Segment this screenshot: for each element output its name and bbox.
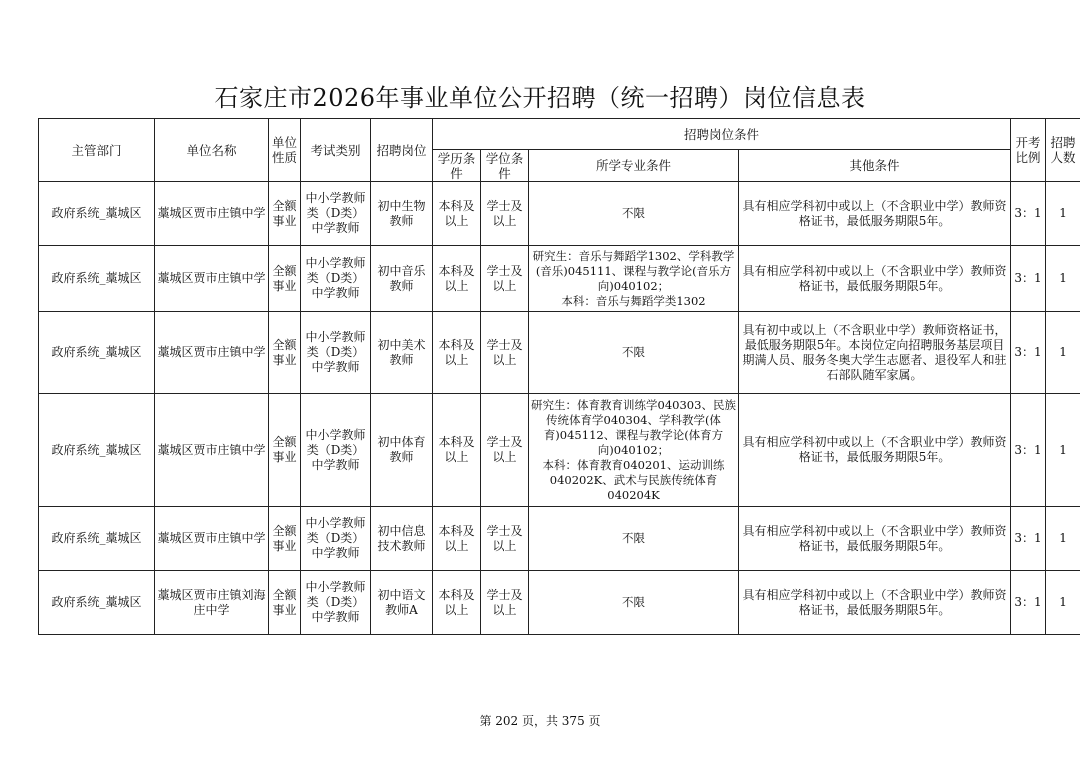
cell-ratio: 3：1 — [1011, 394, 1046, 507]
cell-unit: 藁城区贾市庄镇中学 — [155, 394, 269, 507]
header-conditions: 招聘岗位条件 — [433, 119, 1011, 150]
cell-edu: 本科及以上 — [433, 507, 481, 571]
header-unit: 单位名称 — [155, 119, 269, 182]
cell-edu: 本科及以上 — [433, 571, 481, 635]
cell-unit: 藁城区贾市庄镇刘海庄中学 — [155, 571, 269, 635]
cell-exam: 中小学教师类（D类）中学教师 — [301, 182, 371, 246]
cell-exam: 中小学教师类（D类）中学教师 — [301, 571, 371, 635]
header-dept: 主管部门 — [39, 119, 155, 182]
header-other: 其他条件 — [739, 150, 1011, 182]
cell-exam: 中小学教师类（D类）中学教师 — [301, 394, 371, 507]
cell-edu: 本科及以上 — [433, 182, 481, 246]
cell-other: 具有相应学科初中或以上（不含职业中学）教师资格证书，最低服务期限5年。 — [739, 507, 1011, 571]
cell-dept: 政府系统_藁城区 — [39, 571, 155, 635]
cell-ratio: 3：1 — [1011, 312, 1046, 394]
header-nature: 单位性质 — [269, 119, 301, 182]
page-title: 石家庄市2026年事业单位公开招聘（统一招聘）岗位信息表 — [214, 84, 866, 112]
table-row — [39, 394, 1080, 507]
cell-post: 初中信息技术教师 — [371, 507, 433, 571]
cell-major: 不限 — [529, 182, 739, 246]
header-ratio: 开考比例 — [1011, 119, 1046, 182]
page-footer: 第 202 页，共 375 页 — [479, 714, 601, 728]
cell-degree: 学士及以上 — [481, 182, 529, 246]
cell-exam: 中小学教师类（D类）中学教师 — [301, 507, 371, 571]
cell-ratio: 3：1 — [1011, 571, 1046, 635]
cell-degree: 学士及以上 — [481, 246, 529, 312]
cell-post: 初中美术教师 — [371, 312, 433, 394]
cell-edu: 本科及以上 — [433, 394, 481, 507]
cell-exam: 中小学教师类（D类）中学教师 — [301, 246, 371, 312]
cell-ratio: 3：1 — [1011, 507, 1046, 571]
cell-count: 1 — [1046, 394, 1080, 507]
table-body — [39, 182, 1080, 635]
table-row — [39, 312, 1080, 394]
cell-other: 具有相应学科初中或以上（不含职业中学）教师资格证书，最低服务期限5年。 — [739, 246, 1011, 312]
cell-other: 具有相应学科初中或以上（不含职业中学）教师资格证书，最低服务期限5年。 — [739, 571, 1011, 635]
cell-other: 具有相应学科初中或以上（不含职业中学）教师资格证书，最低服务期限5年。 — [739, 182, 1011, 246]
cell-ratio: 3：1 — [1011, 182, 1046, 246]
table-row — [39, 507, 1080, 571]
cell-nature: 全额事业 — [269, 312, 301, 394]
header-exam: 考试类别 — [301, 119, 371, 182]
header-post: 招聘岗位 — [371, 119, 433, 182]
job-info-table — [38, 118, 1080, 635]
cell-nature: 全额事业 — [269, 182, 301, 246]
cell-nature: 全额事业 — [269, 507, 301, 571]
table-row — [39, 182, 1080, 246]
cell-degree: 学士及以上 — [481, 394, 529, 507]
cell-dept: 政府系统_藁城区 — [39, 312, 155, 394]
header-degree: 学位条件 — [481, 150, 529, 182]
header-edu: 学历条件 — [433, 150, 481, 182]
cell-nature: 全额事业 — [269, 394, 301, 507]
cell-major: 研究生：音乐与舞蹈学1302、学科教学(音乐)045111、课程与教学论(音乐方向)040102； 本科：音乐与舞蹈学类1302 — [529, 246, 739, 312]
cell-count: 1 — [1046, 312, 1080, 394]
header-count: 招聘人数 — [1046, 119, 1080, 182]
cell-nature: 全额事业 — [269, 571, 301, 635]
cell-unit: 藁城区贾市庄镇中学 — [155, 312, 269, 394]
cell-dept: 政府系统_藁城区 — [39, 182, 155, 246]
cell-major: 不限 — [529, 507, 739, 571]
cell-count: 1 — [1046, 571, 1080, 635]
cell-degree: 学士及以上 — [481, 571, 529, 635]
cell-count: 1 — [1046, 182, 1080, 246]
cell-major: 研究生：体育教育训练学040303、民族传统体育学040304、学科教学(体育)045112、课程与教学论(体育方向)040102； 本科：体育教育040201、运动训练040202K、武术与民族传统体育040204K — [529, 394, 739, 507]
cell-unit: 藁城区贾市庄镇中学 — [155, 182, 269, 246]
cell-nature: 全额事业 — [269, 246, 301, 312]
table-row — [39, 571, 1080, 635]
cell-count: 1 — [1046, 246, 1080, 312]
cell-post: 初中语文教师A — [371, 571, 433, 635]
cell-edu: 本科及以上 — [433, 312, 481, 394]
cell-other: 具有初中或以上（不含职业中学）教师资格证书，最低服务期限5年。本岗位定向招聘服务基层项目期满人员、服务冬奥大学生志愿者、退役军人和驻石部队随军家属。 — [739, 312, 1011, 394]
cell-ratio: 3：1 — [1011, 246, 1046, 312]
cell-count: 1 — [1046, 507, 1080, 571]
cell-edu: 本科及以上 — [433, 246, 481, 312]
table-row — [39, 246, 1080, 312]
cell-post: 初中音乐教师 — [371, 246, 433, 312]
cell-dept: 政府系统_藁城区 — [39, 507, 155, 571]
cell-major: 不限 — [529, 312, 739, 394]
cell-post: 初中体育教师 — [371, 394, 433, 507]
header-major: 所学专业条件 — [529, 150, 739, 182]
cell-degree: 学士及以上 — [481, 507, 529, 571]
cell-unit: 藁城区贾市庄镇中学 — [155, 246, 269, 312]
cell-degree: 学士及以上 — [481, 312, 529, 394]
cell-unit: 藁城区贾市庄镇中学 — [155, 507, 269, 571]
cell-other: 具有相应学科初中或以上（不含职业中学）教师资格证书，最低服务期限5年。 — [739, 394, 1011, 507]
cell-exam: 中小学教师类（D类）中学教师 — [301, 312, 371, 394]
cell-dept: 政府系统_藁城区 — [39, 246, 155, 312]
cell-post: 初中生物教师 — [371, 182, 433, 246]
cell-dept: 政府系统_藁城区 — [39, 394, 155, 507]
cell-major: 不限 — [529, 571, 739, 635]
